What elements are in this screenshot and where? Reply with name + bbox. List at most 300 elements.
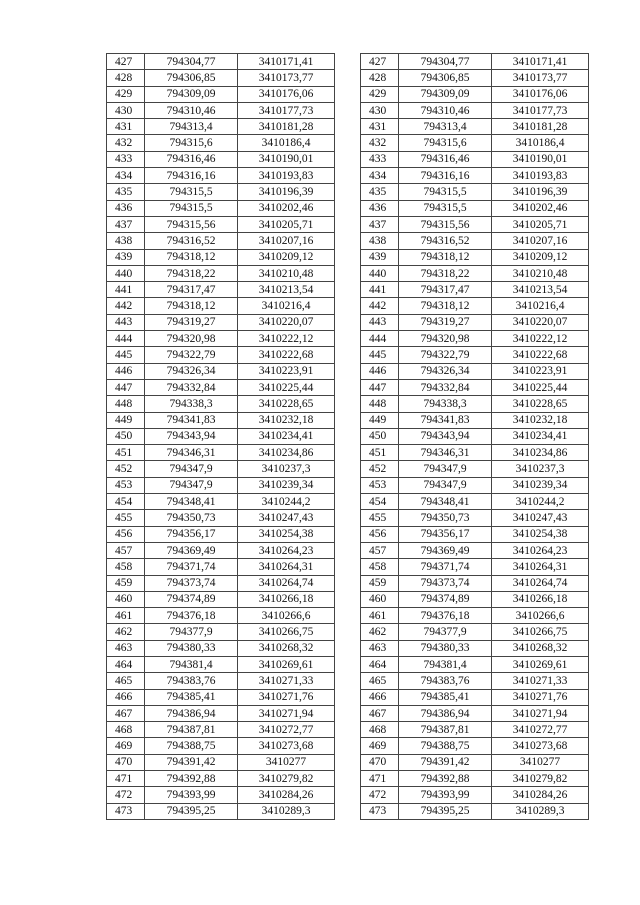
x-coordinate-cell: 794316,46 <box>399 151 492 167</box>
y-coordinate-cell: 3410264,23 <box>492 542 589 558</box>
x-coordinate-cell: 794369,49 <box>399 542 492 558</box>
y-coordinate-cell: 3410202,46 <box>492 200 589 216</box>
y-coordinate-cell: 3410228,65 <box>238 396 335 412</box>
table-row <box>107 135 335 151</box>
table-row <box>361 771 589 787</box>
table-row <box>107 803 335 819</box>
x-coordinate-cell: 794315,5 <box>399 184 492 200</box>
x-coordinate-cell: 794318,12 <box>399 298 492 314</box>
point-number-cell: 460 <box>361 591 399 607</box>
table-row <box>361 787 589 803</box>
x-coordinate-cell: 794385,41 <box>145 689 238 705</box>
x-coordinate-cell: 794350,73 <box>399 510 492 526</box>
point-number-cell: 434 <box>361 168 399 184</box>
table-row <box>361 233 589 249</box>
y-coordinate-cell: 3410207,16 <box>238 233 335 249</box>
point-number-cell: 432 <box>361 135 399 151</box>
table-row <box>361 314 589 330</box>
point-number-cell: 454 <box>361 494 399 510</box>
table-row <box>107 70 335 86</box>
point-number-cell: 458 <box>361 559 399 575</box>
y-coordinate-cell: 3410266,18 <box>492 591 589 607</box>
table-row <box>107 363 335 379</box>
x-coordinate-cell: 794376,18 <box>145 608 238 624</box>
point-number-cell: 441 <box>107 282 145 298</box>
table-row <box>107 396 335 412</box>
y-coordinate-cell: 3410271,76 <box>238 689 335 705</box>
y-coordinate-cell: 3410220,07 <box>492 314 589 330</box>
point-number-cell: 467 <box>361 705 399 721</box>
y-coordinate-cell: 3410264,23 <box>238 542 335 558</box>
y-coordinate-cell: 3410271,94 <box>492 705 589 721</box>
x-coordinate-cell: 794393,99 <box>399 787 492 803</box>
table-row <box>107 575 335 591</box>
x-coordinate-cell: 794391,42 <box>399 754 492 770</box>
x-coordinate-cell: 794380,33 <box>145 640 238 656</box>
point-number-cell: 458 <box>107 559 145 575</box>
point-number-cell: 440 <box>361 265 399 281</box>
y-coordinate-cell: 3410289,3 <box>492 803 589 819</box>
point-number-cell: 435 <box>361 184 399 200</box>
table-row <box>107 216 335 232</box>
y-coordinate-cell: 3410171,41 <box>492 54 589 70</box>
x-coordinate-cell: 794386,94 <box>399 705 492 721</box>
x-coordinate-cell: 794318,12 <box>145 249 238 265</box>
x-coordinate-cell: 794376,18 <box>399 608 492 624</box>
y-coordinate-cell: 3410271,33 <box>238 673 335 689</box>
point-number-cell: 469 <box>361 738 399 754</box>
y-coordinate-cell: 3410268,32 <box>238 640 335 656</box>
table-row <box>107 608 335 624</box>
point-number-cell: 435 <box>107 184 145 200</box>
x-coordinate-cell: 794309,09 <box>399 86 492 102</box>
x-coordinate-cell: 794326,34 <box>145 363 238 379</box>
point-number-cell: 450 <box>107 428 145 444</box>
x-coordinate-cell: 794315,56 <box>399 216 492 232</box>
point-number-cell: 437 <box>107 216 145 232</box>
x-coordinate-cell: 794391,42 <box>145 754 238 770</box>
y-coordinate-cell: 3410222,12 <box>492 331 589 347</box>
point-number-cell: 444 <box>107 331 145 347</box>
y-coordinate-cell: 3410271,33 <box>492 673 589 689</box>
x-coordinate-cell: 794318,22 <box>145 265 238 281</box>
x-coordinate-cell: 794387,81 <box>399 722 492 738</box>
point-number-cell: 437 <box>361 216 399 232</box>
y-coordinate-cell: 3410279,82 <box>492 771 589 787</box>
y-coordinate-cell: 3410279,82 <box>238 771 335 787</box>
x-coordinate-cell: 794383,76 <box>145 673 238 689</box>
y-coordinate-cell: 3410181,28 <box>492 119 589 135</box>
x-coordinate-cell: 794317,47 <box>399 282 492 298</box>
y-coordinate-cell: 3410234,86 <box>238 445 335 461</box>
x-coordinate-cell: 794343,94 <box>399 428 492 444</box>
table-row <box>361 624 589 640</box>
y-coordinate-cell: 3410232,18 <box>238 412 335 428</box>
point-number-cell: 450 <box>361 428 399 444</box>
table-row <box>107 689 335 705</box>
y-coordinate-cell: 3410289,3 <box>238 803 335 819</box>
table-row <box>107 722 335 738</box>
table-row <box>361 591 589 607</box>
y-coordinate-cell: 3410269,61 <box>492 656 589 672</box>
y-coordinate-cell: 3410209,12 <box>492 249 589 265</box>
x-coordinate-cell: 794313,4 <box>399 119 492 135</box>
x-coordinate-cell: 794346,31 <box>399 445 492 461</box>
x-coordinate-cell: 794347,9 <box>145 461 238 477</box>
x-coordinate-cell: 794316,16 <box>399 168 492 184</box>
point-number-cell: 447 <box>361 379 399 395</box>
table-row <box>107 265 335 281</box>
point-number-cell: 470 <box>361 754 399 770</box>
table-row <box>107 86 335 102</box>
y-coordinate-cell: 3410266,6 <box>238 608 335 624</box>
point-number-cell: 460 <box>107 591 145 607</box>
x-coordinate-cell: 794309,09 <box>145 86 238 102</box>
y-coordinate-cell: 3410284,26 <box>492 787 589 803</box>
point-number-cell: 453 <box>107 477 145 493</box>
table-row <box>361 656 589 672</box>
x-coordinate-cell: 794310,46 <box>145 102 238 118</box>
point-number-cell: 463 <box>361 640 399 656</box>
y-coordinate-cell: 3410210,48 <box>492 265 589 281</box>
x-coordinate-cell: 794346,31 <box>145 445 238 461</box>
point-number-cell: 456 <box>107 526 145 542</box>
point-number-cell: 445 <box>107 347 145 363</box>
point-number-cell: 430 <box>107 102 145 118</box>
x-coordinate-cell: 794341,83 <box>399 412 492 428</box>
y-coordinate-cell: 3410247,43 <box>238 510 335 526</box>
x-coordinate-cell: 794313,4 <box>145 119 238 135</box>
point-number-cell: 464 <box>361 656 399 672</box>
coordinates-table-right-body <box>361 54 589 820</box>
point-number-cell: 444 <box>361 331 399 347</box>
y-coordinate-cell: 3410171,41 <box>238 54 335 70</box>
y-coordinate-cell: 3410173,77 <box>238 70 335 86</box>
x-coordinate-cell: 794315,6 <box>399 135 492 151</box>
table-row <box>361 347 589 363</box>
y-coordinate-cell: 3410222,12 <box>238 331 335 347</box>
table-row <box>107 331 335 347</box>
table-row <box>361 135 589 151</box>
x-coordinate-cell: 794316,52 <box>399 233 492 249</box>
point-number-cell: 469 <box>107 738 145 754</box>
point-number-cell: 471 <box>107 771 145 787</box>
point-number-cell: 456 <box>361 526 399 542</box>
point-number-cell: 452 <box>107 461 145 477</box>
table-row <box>107 624 335 640</box>
y-coordinate-cell: 3410266,18 <box>238 591 335 607</box>
y-coordinate-cell: 3410237,3 <box>238 461 335 477</box>
y-coordinate-cell: 3410244,2 <box>238 494 335 510</box>
x-coordinate-cell: 794392,88 <box>399 771 492 787</box>
y-coordinate-cell: 3410234,41 <box>492 428 589 444</box>
y-coordinate-cell: 3410209,12 <box>238 249 335 265</box>
point-number-cell: 457 <box>107 542 145 558</box>
x-coordinate-cell: 794381,4 <box>145 656 238 672</box>
x-coordinate-cell: 794381,4 <box>399 656 492 672</box>
y-coordinate-cell: 3410223,91 <box>238 363 335 379</box>
y-coordinate-cell: 3410284,26 <box>238 787 335 803</box>
x-coordinate-cell: 794377,9 <box>399 624 492 640</box>
x-coordinate-cell: 794395,25 <box>399 803 492 819</box>
point-number-cell: 440 <box>107 265 145 281</box>
x-coordinate-cell: 794318,22 <box>399 265 492 281</box>
x-coordinate-cell: 794383,76 <box>399 673 492 689</box>
table-row <box>107 673 335 689</box>
table-row <box>361 184 589 200</box>
coordinates-table-left-body <box>107 54 335 820</box>
coordinates-table-left <box>106 53 335 820</box>
x-coordinate-cell: 794347,9 <box>145 477 238 493</box>
table-row <box>107 787 335 803</box>
x-coordinate-cell: 794341,83 <box>145 412 238 428</box>
table-row <box>361 200 589 216</box>
x-coordinate-cell: 794315,5 <box>145 184 238 200</box>
y-coordinate-cell: 3410225,44 <box>492 379 589 395</box>
table-row <box>361 363 589 379</box>
y-coordinate-cell: 3410277 <box>492 754 589 770</box>
table-row <box>107 526 335 542</box>
table-row <box>107 412 335 428</box>
y-coordinate-cell: 3410266,75 <box>238 624 335 640</box>
y-coordinate-cell: 3410234,86 <box>492 445 589 461</box>
x-coordinate-cell: 794380,33 <box>399 640 492 656</box>
x-coordinate-cell: 794348,41 <box>399 494 492 510</box>
y-coordinate-cell: 3410190,01 <box>238 151 335 167</box>
table-row <box>107 656 335 672</box>
table-row <box>107 461 335 477</box>
table-row <box>107 298 335 314</box>
point-number-cell: 436 <box>107 200 145 216</box>
point-number-cell: 449 <box>107 412 145 428</box>
point-number-cell: 463 <box>107 640 145 656</box>
table-row <box>107 445 335 461</box>
x-coordinate-cell: 794320,98 <box>145 331 238 347</box>
y-coordinate-cell: 3410223,91 <box>492 363 589 379</box>
table-row <box>361 510 589 526</box>
point-number-cell: 461 <box>107 608 145 624</box>
table-row <box>361 803 589 819</box>
point-number-cell: 439 <box>361 249 399 265</box>
point-number-cell: 459 <box>107 575 145 591</box>
x-coordinate-cell: 794392,88 <box>145 771 238 787</box>
table-row <box>107 591 335 607</box>
y-coordinate-cell: 3410222,68 <box>492 347 589 363</box>
point-number-cell: 449 <box>361 412 399 428</box>
y-coordinate-cell: 3410207,16 <box>492 233 589 249</box>
y-coordinate-cell: 3410216,4 <box>238 298 335 314</box>
point-number-cell: 465 <box>107 673 145 689</box>
point-number-cell: 462 <box>361 624 399 640</box>
y-coordinate-cell: 3410220,07 <box>238 314 335 330</box>
y-coordinate-cell: 3410193,83 <box>238 168 335 184</box>
table-row <box>107 428 335 444</box>
table-row <box>107 151 335 167</box>
y-coordinate-cell: 3410254,38 <box>238 526 335 542</box>
table-row <box>361 559 589 575</box>
point-number-cell: 465 <box>361 673 399 689</box>
table-row <box>361 445 589 461</box>
y-coordinate-cell: 3410277 <box>238 754 335 770</box>
x-coordinate-cell: 794356,17 <box>145 526 238 542</box>
point-number-cell: 428 <box>361 70 399 86</box>
point-number-cell: 466 <box>361 689 399 705</box>
y-coordinate-cell: 3410228,65 <box>492 396 589 412</box>
x-coordinate-cell: 794387,81 <box>145 722 238 738</box>
table-row <box>361 86 589 102</box>
y-coordinate-cell: 3410225,44 <box>238 379 335 395</box>
point-number-cell: 451 <box>361 445 399 461</box>
point-number-cell: 439 <box>107 249 145 265</box>
point-number-cell: 451 <box>107 445 145 461</box>
table-row <box>107 347 335 363</box>
point-number-cell: 468 <box>107 722 145 738</box>
point-number-cell: 455 <box>361 510 399 526</box>
x-coordinate-cell: 794320,98 <box>399 331 492 347</box>
table-row <box>361 379 589 395</box>
y-coordinate-cell: 3410213,54 <box>238 282 335 298</box>
point-number-cell: 438 <box>107 233 145 249</box>
x-coordinate-cell: 794318,12 <box>399 249 492 265</box>
x-coordinate-cell: 794373,74 <box>399 575 492 591</box>
table-row <box>107 168 335 184</box>
table-row <box>361 151 589 167</box>
x-coordinate-cell: 794388,75 <box>145 738 238 754</box>
table-row <box>361 738 589 754</box>
point-number-cell: 441 <box>361 282 399 298</box>
x-coordinate-cell: 794322,79 <box>145 347 238 363</box>
y-coordinate-cell: 3410234,41 <box>238 428 335 444</box>
point-number-cell: 452 <box>361 461 399 477</box>
x-coordinate-cell: 794306,85 <box>145 70 238 86</box>
y-coordinate-cell: 3410272,77 <box>238 722 335 738</box>
x-coordinate-cell: 794316,52 <box>145 233 238 249</box>
x-coordinate-cell: 794347,9 <box>399 477 492 493</box>
y-coordinate-cell: 3410193,83 <box>492 168 589 184</box>
point-number-cell: 466 <box>107 689 145 705</box>
point-number-cell: 428 <box>107 70 145 86</box>
point-number-cell: 454 <box>107 494 145 510</box>
point-number-cell: 468 <box>361 722 399 738</box>
point-number-cell: 443 <box>361 314 399 330</box>
y-coordinate-cell: 3410254,38 <box>492 526 589 542</box>
table-row <box>361 477 589 493</box>
point-number-cell: 446 <box>361 363 399 379</box>
y-coordinate-cell: 3410177,73 <box>238 102 335 118</box>
table-row <box>361 249 589 265</box>
point-number-cell: 472 <box>107 787 145 803</box>
table-row <box>361 102 589 118</box>
y-coordinate-cell: 3410176,06 <box>238 86 335 102</box>
y-coordinate-cell: 3410176,06 <box>492 86 589 102</box>
point-number-cell: 471 <box>361 771 399 787</box>
x-coordinate-cell: 794306,85 <box>399 70 492 86</box>
table-row <box>361 722 589 738</box>
table-row <box>107 184 335 200</box>
table-row <box>107 233 335 249</box>
table-row <box>107 738 335 754</box>
x-coordinate-cell: 794332,84 <box>145 379 238 395</box>
point-number-cell: 453 <box>361 477 399 493</box>
point-number-cell: 446 <box>107 363 145 379</box>
x-coordinate-cell: 794338,3 <box>399 396 492 412</box>
y-coordinate-cell: 3410213,54 <box>492 282 589 298</box>
table-row <box>361 396 589 412</box>
table-row <box>361 54 589 70</box>
y-coordinate-cell: 3410196,39 <box>238 184 335 200</box>
point-number-cell: 473 <box>107 803 145 819</box>
table-row <box>107 379 335 395</box>
x-coordinate-cell: 794395,25 <box>145 803 238 819</box>
x-coordinate-cell: 794315,56 <box>145 216 238 232</box>
x-coordinate-cell: 794310,46 <box>399 102 492 118</box>
point-number-cell: 448 <box>107 396 145 412</box>
point-number-cell: 473 <box>361 803 399 819</box>
x-coordinate-cell: 794343,94 <box>145 428 238 444</box>
table-row <box>107 542 335 558</box>
y-coordinate-cell: 3410210,48 <box>238 265 335 281</box>
table-row <box>361 331 589 347</box>
point-number-cell: 455 <box>107 510 145 526</box>
table-row <box>361 412 589 428</box>
table-row <box>361 640 589 656</box>
y-coordinate-cell: 3410216,4 <box>492 298 589 314</box>
y-coordinate-cell: 3410271,94 <box>238 705 335 721</box>
table-row <box>107 102 335 118</box>
table-row <box>107 249 335 265</box>
x-coordinate-cell: 794319,27 <box>399 314 492 330</box>
y-coordinate-cell: 3410186,4 <box>238 135 335 151</box>
table-row <box>361 575 589 591</box>
point-number-cell: 443 <box>107 314 145 330</box>
table-row <box>361 282 589 298</box>
y-coordinate-cell: 3410269,61 <box>238 656 335 672</box>
table-row <box>361 754 589 770</box>
y-coordinate-cell: 3410186,4 <box>492 135 589 151</box>
y-coordinate-cell: 3410272,77 <box>492 722 589 738</box>
table-row <box>107 640 335 656</box>
y-coordinate-cell: 3410273,68 <box>238 738 335 754</box>
y-coordinate-cell: 3410190,01 <box>492 151 589 167</box>
table-row <box>107 477 335 493</box>
x-coordinate-cell: 794317,47 <box>145 282 238 298</box>
x-coordinate-cell: 794393,99 <box>145 787 238 803</box>
x-coordinate-cell: 794350,73 <box>145 510 238 526</box>
table-row <box>361 168 589 184</box>
coordinates-table-right <box>360 53 589 820</box>
table-row <box>361 216 589 232</box>
table-row <box>107 494 335 510</box>
y-coordinate-cell: 3410239,34 <box>492 477 589 493</box>
point-number-cell: 434 <box>107 168 145 184</box>
point-number-cell: 430 <box>361 102 399 118</box>
x-coordinate-cell: 794386,94 <box>145 705 238 721</box>
table-row <box>107 754 335 770</box>
x-coordinate-cell: 794315,6 <box>145 135 238 151</box>
y-coordinate-cell: 3410264,31 <box>238 559 335 575</box>
x-coordinate-cell: 794374,89 <box>145 591 238 607</box>
x-coordinate-cell: 794315,5 <box>145 200 238 216</box>
y-coordinate-cell: 3410268,32 <box>492 640 589 656</box>
y-coordinate-cell: 3410264,74 <box>238 575 335 591</box>
table-row <box>361 673 589 689</box>
table-row <box>361 494 589 510</box>
table-row <box>107 771 335 787</box>
table-row <box>361 608 589 624</box>
x-coordinate-cell: 794322,79 <box>399 347 492 363</box>
y-coordinate-cell: 3410177,73 <box>492 102 589 118</box>
table-row <box>107 200 335 216</box>
